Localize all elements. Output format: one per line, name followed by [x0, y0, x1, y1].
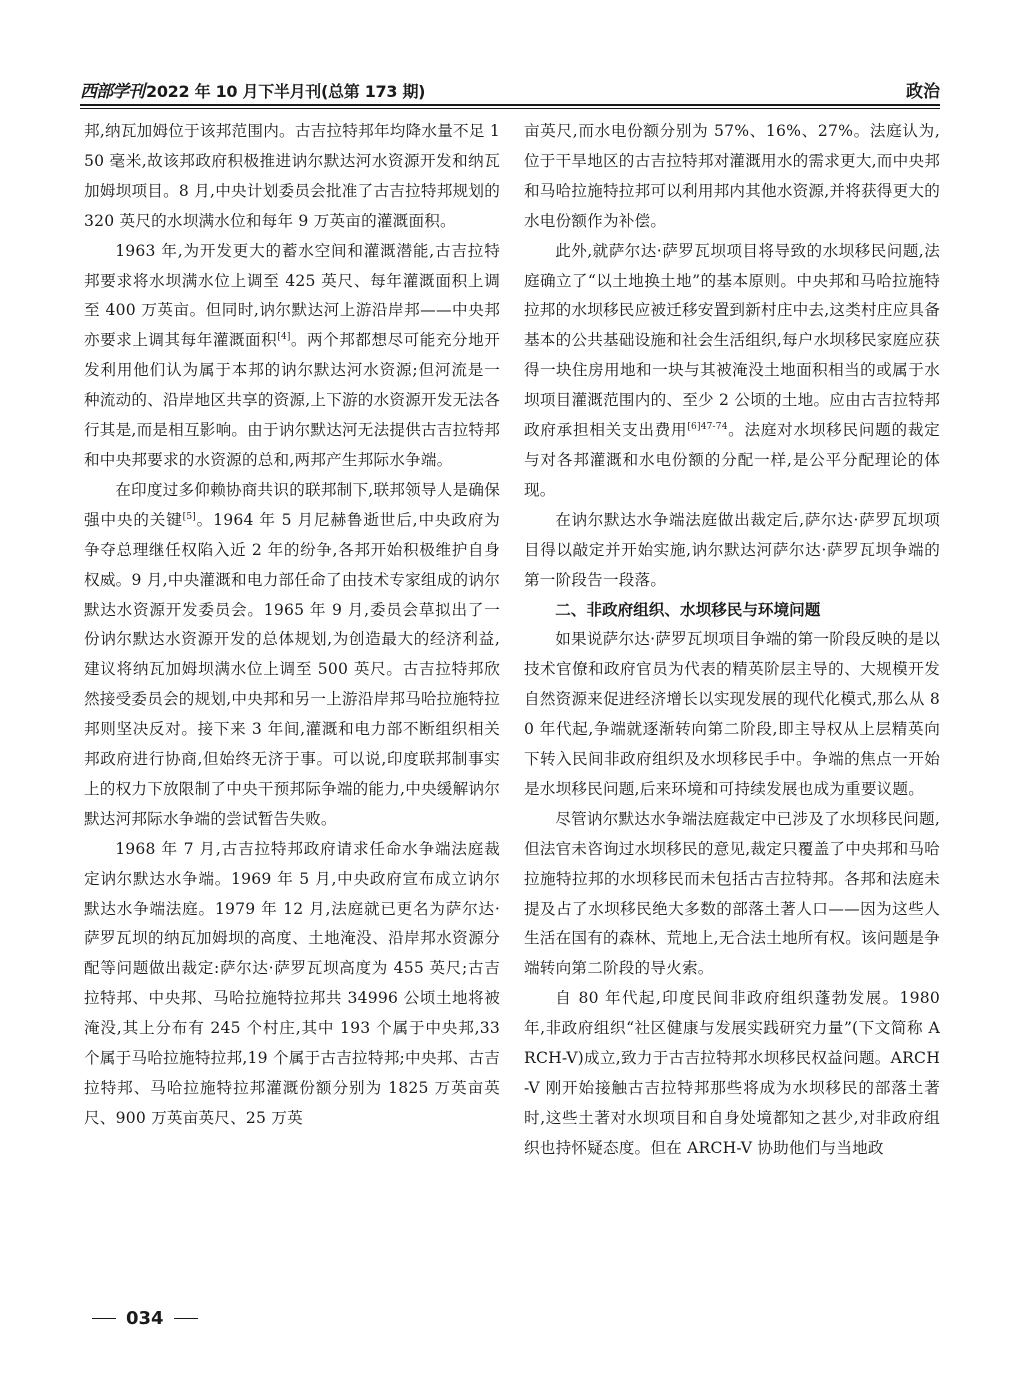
paragraph-text: 此外,就萨尔达·萨罗瓦坝项目将导致的水坝移民问题,法庭确立了“以土地换土地”的基本原则。中央邦和马哈拉施特拉邦的水坝移民应被迁移安置到新村庄中去,这类村庄应具备基本的公共基础设施和社会生活组织,每户水坝移民家庭应获得一块住房用地和一块与其被淹没土地面积相当的或属于水坝项目灌溉范围内的、至少 2 公顷的土地。应由古吉拉特邦政府承担相关支出费用 — [524, 241, 940, 440]
citation: [4] — [277, 332, 291, 343]
paragraph: 自 80 年代起,印度民间非政府组织蓬勃发展。1980 年,非政府组织“社区健康与发展实践研究力量”(下文简称 ARCH-V)成立,致力于古吉拉特邦水坝移民权益问题。ARCH-V 刚开始接触古吉拉特邦那些将成为水坝移民的部落土著时,这些土著对水坝项目和自身处境都知之甚少,对非政府组织也持怀疑态度。但在 ARCH-V 协助他们与当地政 — [524, 989, 940, 1157]
footer-dash-left — [92, 1318, 116, 1319]
paragraph-text: 。1964 年 5 月尼赫鲁逝世后,中央政府为争夺总理继任权陷入近 2 年的纷争,各邦开始积极维护自身权威。9 月,中央灌溉和电力部任命了由技术专家组成的讷尔默达水资源开发委员会。1965 年 9 月,委员会草拟出了一份讷尔默达水资源开发的总体规划,为创造最大的经济利益,建议将纳瓦加姆坝满水位上调至 500 英尺。古吉拉特邦欣然接受委员会的规划,中央邦和另一上游沿岸邦马哈拉施特拉邦则坚决反对。接下来 3 年间,灌溉和电力部不断组织相关邦政府进行协商,但始终无济于事。可以说,印度联邦制事实上的权力下放限制了中央干预邦际争端的能力,中央缓解讷尔默达河邦际水争端的尝试暂告失败。 — [84, 510, 500, 828]
paragraph: 在讷尔默达水争端法庭做出裁定后,萨尔达·萨罗瓦坝项目得以敲定并开始实施,讷尔默达河萨尔达·萨罗瓦坝争端的第一阶段告一段落。 — [524, 510, 940, 589]
issue-info: 2022 年 10 月下半月刊(总第 173 期) — [146, 82, 426, 101]
journal-name: 西部学刊 — [80, 82, 144, 102]
left-column — [84, 117, 500, 1322]
section-name: 政治 — [906, 82, 940, 102]
paragraph-text: 。两个邦都想尽可能充分地开发利用他们认为属于本邦的讷尔默达河水资源;但河流是一种流动的、沿岸地区共享的资源,上下游的水资源开发无法各行其是,而是相互影响。由于讷尔默达河无法提供古吉拉特邦和中央邦要求的水资源的总和,两邦产生邦际水争端。 — [84, 331, 500, 469]
page-number: 034 — [126, 1307, 164, 1329]
paragraph: 邦,纳瓦加姆位于该邦范围内。古吉拉特邦年均降水量不足 150 毫米,故该邦政府积极推进讷尔默达河水资源开发和纳瓦加姆坝项目。8 月,中央计划委员会批准了古吉拉特邦规划的 320 英尺的水坝满水位和每年 9 万英亩的灌溉面积。 — [84, 122, 500, 230]
header-left — [80, 77, 425, 102]
citation: [6]47-74 — [687, 421, 728, 432]
right-column — [524, 117, 940, 1322]
paragraph: 如果说萨尔达·萨罗瓦坝项目争端的第一阶段反映的是以技术官僚和政府官员为代表的精英阶层主导的、大规模开发自然资源来促进经济增长以实现发展的现代化模式,那么从 80 年代起,争端就逐渐转向第二阶段,即主导权从上层精英向下转入民间非政府组织及水坝移民手中。争端的焦点一开始是水坝移民问题,后来环境和可持续发展也成为重要议题。 — [524, 630, 940, 798]
running-header — [80, 68, 940, 102]
paragraph: 1968 年 7 月,古吉拉特邦政府请求任命水争端法庭裁定讷尔默达水争端。1969 年 5 月,中央政府宣布成立讷尔默达水争端法庭。1979 年 12 月,法庭就已更名为萨尔达·萨罗瓦坝的纳瓦加姆坝的高度、土地淹没、沿岸邦水资源分配等问题做出裁定:萨尔达·萨罗瓦坝高度为 455 英尺;古吉拉特邦、中央邦、马哈拉施特拉邦共 34996 公顷土地将被淹没,其上分布有 245 个村庄,其中 193 个属于中央邦,33 个属于马哈拉施特拉邦,19 个属于古吉拉特邦;中央邦、古吉拉特邦、马哈拉施特拉邦灌溉份额分别为 1825 万英亩英尺、900 万英亩英尺、25 万英 — [84, 839, 500, 1127]
paragraph — [84, 476, 500, 835]
paragraph — [524, 237, 940, 506]
citation: [5] — [182, 511, 197, 522]
header-rule — [80, 104, 940, 106]
section-heading: 二、非政府组织、水坝移民与环境问题 — [555, 600, 821, 619]
header-rule-thin — [80, 108, 940, 109]
paragraph-text: 在印度过多仰赖协商共识的联邦制下,联邦领导人是确保强中央的关键 — [84, 480, 500, 529]
footer-dash-right — [174, 1318, 198, 1319]
paragraph-text: 1963 年,为开发更大的蓄水空间和灌溉潜能,古吉拉特邦要求将水坝满水位上调至 425 英尺、每年灌溉面积上调至 400 万英亩。但同时,讷尔默达河上游沿岸邦——中央邦亦要求上调其每年灌溉面积 — [84, 241, 500, 350]
paragraph: 亩英尺,而水电份额分别为 57%、16%、27%。法庭认为,位于干旱地区的古吉拉特邦对灌溉用水的需求更大,而中央邦和马哈拉施特拉邦可以利用邦内其他水资源,并将获得更大的水电份额作为补偿。 — [524, 122, 940, 230]
paragraph-text: 。法庭对水坝移民问题的裁定与对各邦灌溉和水电份额的分配一样,是公平分配理论的体现。 — [524, 421, 940, 499]
paragraph: 尽管讷尔默达水争端法庭裁定中已涉及了水坝移民问题,但法官未咨询过水坝移民的意见,裁定只覆盖了中央邦和马哈拉施特拉邦的水坝移民而未包括古吉拉特邦。各邦和法庭未提及占了水坝移民绝大多数的部落土著人口——因为这些人生活在国有的森林、荒地上,无合法土地所有权。该问题是争端转向第二阶段的导火索。 — [524, 809, 940, 978]
page-footer — [82, 1303, 208, 1333]
paragraph — [84, 237, 500, 476]
